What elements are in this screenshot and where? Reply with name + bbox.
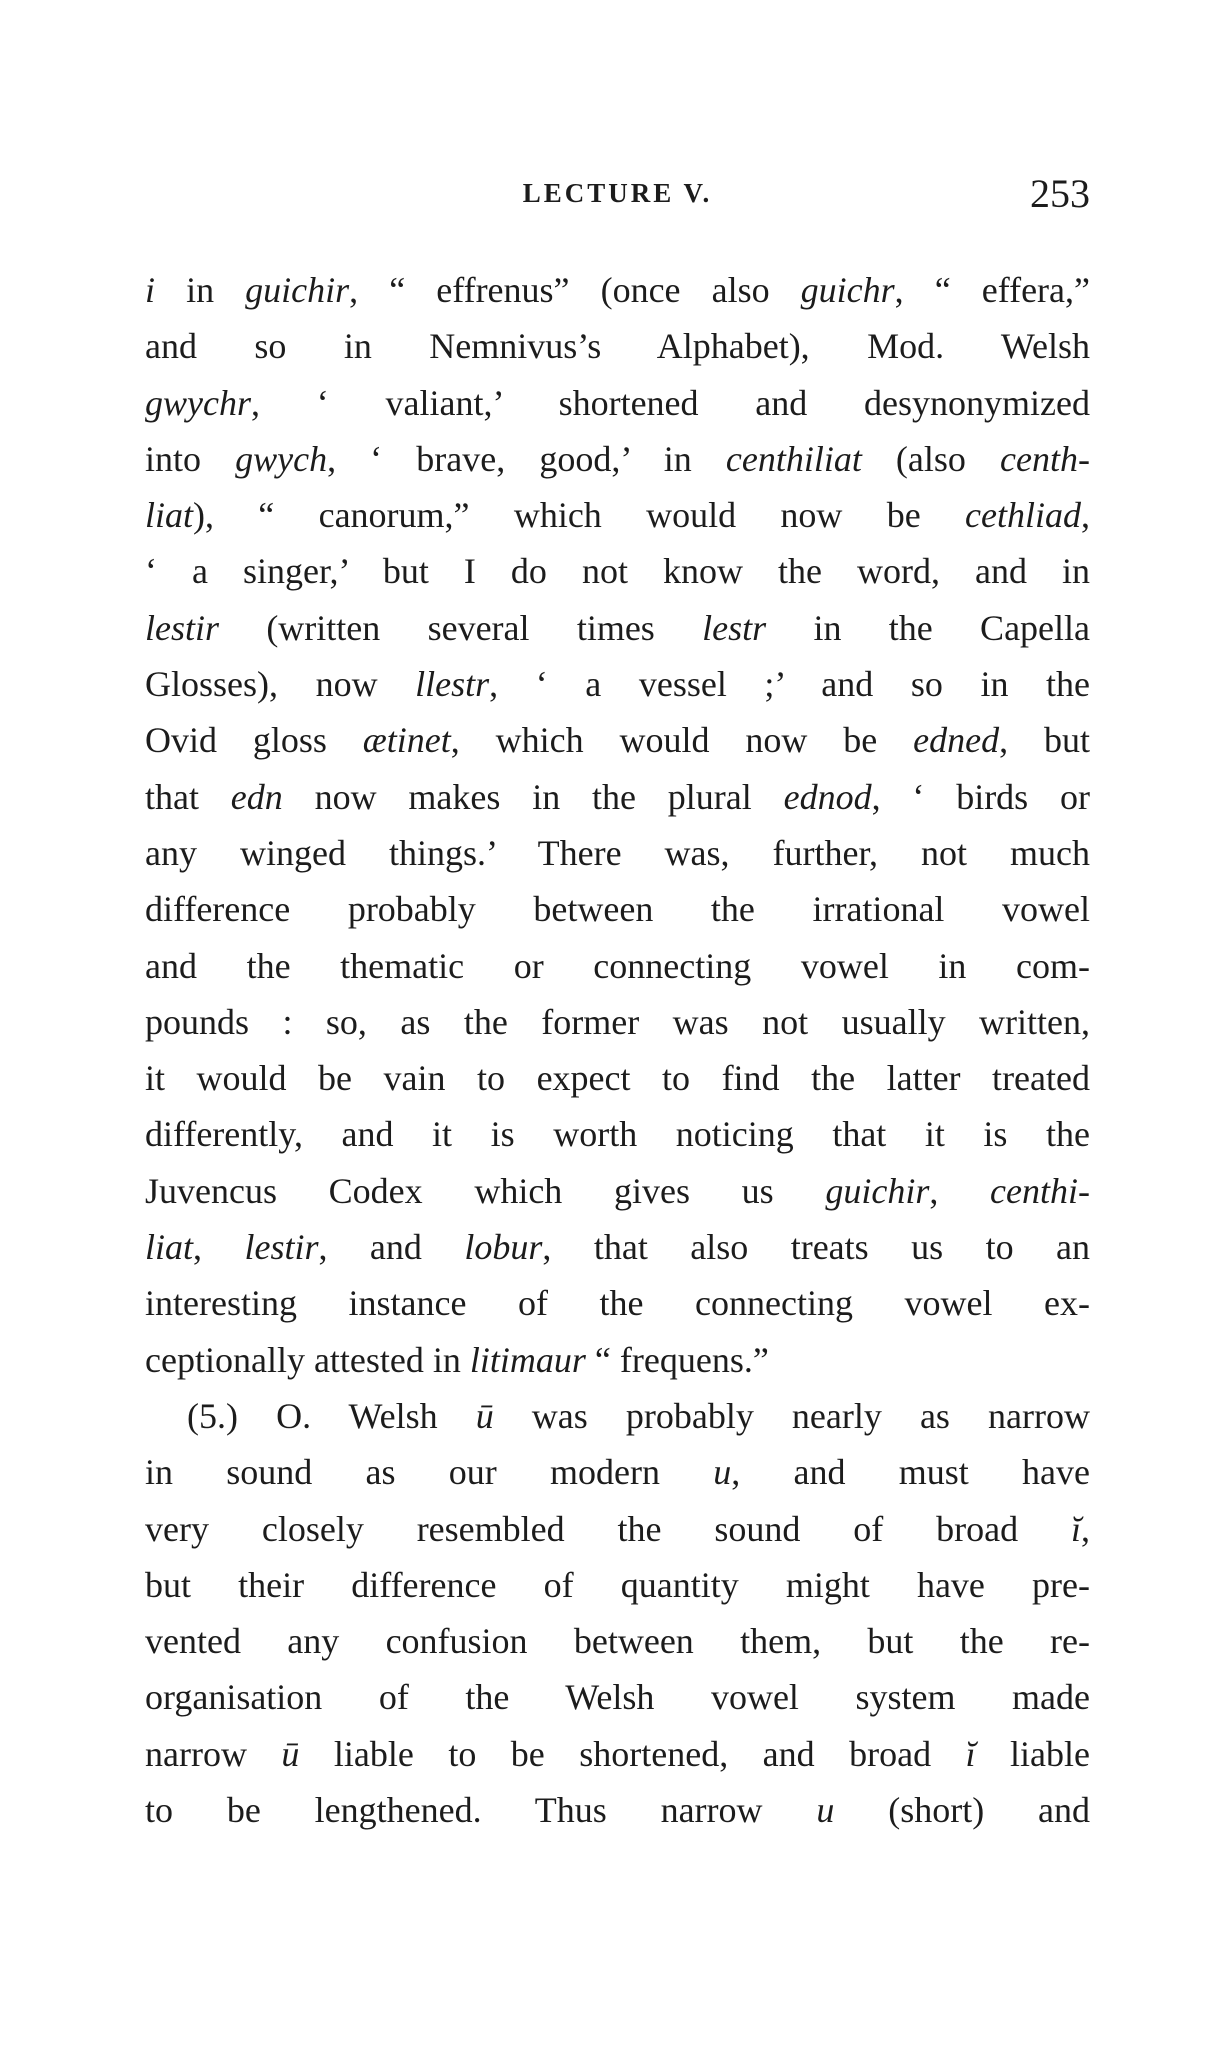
text-line: gwychr, ‘ valiant,’ shortened and desynonymized xyxy=(145,382,1090,423)
text-line: lestir (written several times lestr in the Capella xyxy=(145,607,1091,648)
text-line: (5.) O. Welsh ū was probably nearly as narrow xyxy=(187,1395,1090,1436)
text-line: liat), “ canorum,” which would now be cethliad, xyxy=(145,495,1090,536)
paragraph-1 xyxy=(145,262,1090,1388)
page-header xyxy=(145,170,1090,220)
text-line: into gwych, ‘ brave, good,’ in centhiliat (also centh- xyxy=(145,438,1090,479)
text-line: ceptionally attested in litimaur “ frequens.” xyxy=(145,1339,769,1380)
text-line: difference probably between the irrational vowel xyxy=(145,889,1090,930)
text-line: pounds : so, as the former was not usually written, xyxy=(145,1001,1090,1042)
text-line: organisation of the Welsh vowel system made xyxy=(145,1677,1090,1718)
paragraph-2 xyxy=(145,1388,1090,1838)
text-line: it would be vain to expect to find the latter treated xyxy=(145,1058,1090,1099)
text-line: and so in Nemnivus’s Alphabet), Mod. Welsh xyxy=(145,326,1090,367)
text-line: vented any confusion between them, but the re- xyxy=(145,1621,1090,1662)
page-number: 253 xyxy=(1030,171,1090,216)
running-title: LECTURE V. xyxy=(522,178,713,208)
text-line: differently, and it is worth noticing that it is the xyxy=(145,1114,1090,1155)
text-line: that edn now makes in the plural ednod, ‘ birds or xyxy=(145,776,1090,817)
text-line: liat, lestir, and lobur, that also treats us to an xyxy=(145,1227,1091,1268)
text-line: and the thematic or connecting vowel in com- xyxy=(145,945,1090,986)
text-line: Juvencus Codex which gives us guichir, centhi- xyxy=(145,1170,1090,1211)
text-line: to be lengthened. Thus narrow u (short) and xyxy=(145,1790,1090,1831)
body-text xyxy=(145,262,1090,1838)
text-line: but their difference of quantity might have pre- xyxy=(145,1564,1090,1605)
text-line: very closely resembled the sound of broad ĭ, xyxy=(145,1508,1090,1549)
text-line: interesting instance of the connecting vowel ex- xyxy=(145,1283,1090,1324)
text-line: Glosses), now llestr, ‘ a vessel ;’ and so in the xyxy=(145,664,1091,705)
text-line: in sound as our modern u, and must have xyxy=(145,1452,1090,1493)
text-line: Ovid gloss ætinet, which would now be edned, but xyxy=(145,720,1090,761)
text-line: any winged things.’ There was, further, not much xyxy=(145,832,1090,873)
text-line: ‘ a singer,’ but I do not know the word, and in xyxy=(145,551,1090,592)
text-line: i in guichir, “ effrenus” (once also guichr, “ effera,” xyxy=(145,270,1090,310)
text-line: narrow ū liable to be shortened, and broad ĭ liable xyxy=(145,1733,1090,1774)
